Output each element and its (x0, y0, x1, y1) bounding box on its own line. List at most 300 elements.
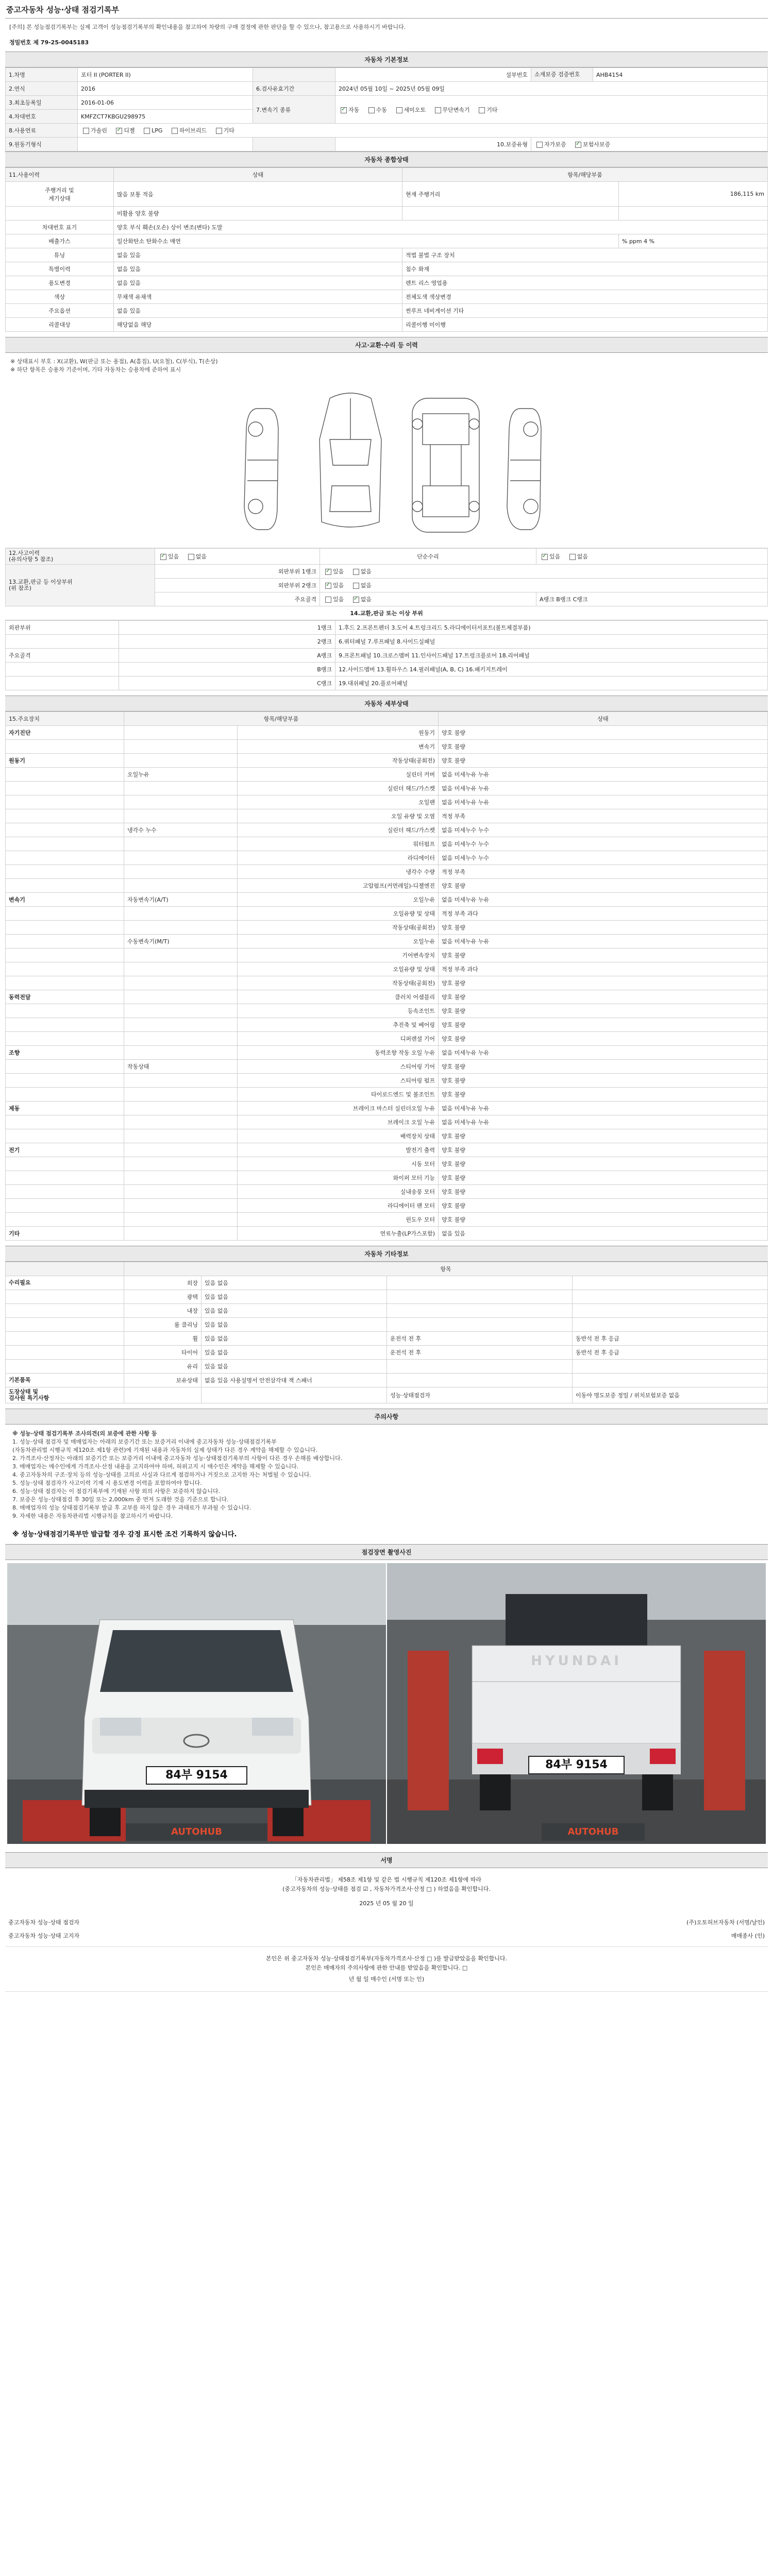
detail-state: 양호 불량 (439, 921, 768, 935)
other-extra (387, 1374, 573, 1387)
checkbox-auto[interactable] (341, 107, 347, 113)
detail-subgroup (124, 726, 238, 740)
detail-row (6, 782, 768, 795)
inspection-photos (5, 1560, 768, 1847)
checkbox-rank1-no[interactable] (353, 569, 359, 575)
detail-state: 적정 부족 (439, 809, 768, 823)
detail-group (6, 809, 124, 823)
detail-subgroup (124, 782, 238, 795)
detail-row (6, 1199, 768, 1213)
general-label-vin-mark: 차대번호 표기 (6, 221, 114, 234)
general-state-options: 없음 있음 (114, 304, 402, 318)
detail-subgroup (124, 1213, 238, 1227)
value-inspector: (주)오토허브자동차 (서명/날인) (686, 1919, 765, 1926)
detail-state: 양호 불량 (439, 754, 768, 768)
detail-group (6, 1074, 124, 1088)
detail-group: 자기진단 (6, 726, 124, 740)
checkbox-hybrid[interactable] (172, 128, 178, 134)
general-label-special: 특별이력 (6, 262, 114, 276)
other-group (6, 1318, 124, 1332)
detail-row (6, 948, 768, 962)
detail-subgroup: 오일누유 (124, 768, 238, 782)
checkbox-cvt[interactable] (435, 107, 441, 113)
detail-state: 양호 불량 (439, 1074, 768, 1088)
vehicle-damage-diagram (5, 378, 768, 548)
value-car-name: 포터 II (PORTER II) (78, 68, 253, 82)
section-accident-history: 사고·교환·수리 등 이력 (5, 337, 768, 353)
general-extra-recall: 리콜이행 미이행 (402, 318, 768, 332)
detail-row (6, 1213, 768, 1227)
detail-item: 시동 모터 (238, 1157, 439, 1171)
accident-table: 12.사고이력 (유의사항 5 참조) ✓ 있음 없음 단순수리 ✓ 있음 없음 13.교환,판금 등 이상부위 (위 참조) 외판부위 1랭크 ✓ 있음 없음 외판부위 2랭크 ✓ 있음 없음 주요골격 있음 ✓ 없음 A랭크 B랭크 C랭크 (5, 548, 768, 606)
transmission-options: ✓ 자동 수동 세미오토 무단변속기 기타 (335, 96, 768, 124)
detail-item: 고압펌프(커먼레일)-디젤엔진 (238, 879, 439, 893)
detail-group (6, 1129, 124, 1143)
detail-item: 스티어링 기어 (238, 1060, 439, 1074)
detail-subgroup (124, 1157, 238, 1171)
detail-item: 실린더 커버 (238, 768, 439, 782)
detail-item: 실린더 헤드/가스켓 (238, 823, 439, 837)
checkbox-frame-no[interactable] (353, 597, 359, 603)
other-group: 도장상태 및 검사원 특기사항 (6, 1387, 124, 1403)
signature-line4: 본인은 매매자의 주의사항에 관한 안내를 받았음을 확인합니다. □ (305, 1964, 468, 1971)
detail-group (6, 782, 124, 795)
label-outer-rank2: 외판부위 2랭크 (155, 579, 320, 592)
section-photos: 점검장면 촬영사진 (5, 1544, 768, 1560)
detail-item: 원동기 (238, 726, 439, 740)
detail-subgroup (124, 1199, 238, 1213)
other-state: 있음 없음 (201, 1290, 387, 1304)
detail-subgroup (124, 1088, 238, 1101)
detail-item: 등속조인트 (238, 1004, 439, 1018)
detail-row (6, 1074, 768, 1088)
general-state-tuning: 없음 있음 (114, 248, 402, 262)
other-state: 있음 없음 (201, 1276, 387, 1290)
checkbox-repair-no[interactable] (569, 554, 576, 560)
detail-subgroup (124, 990, 238, 1004)
detail-item: 오일유량 및 상태 (238, 962, 439, 976)
general-state-usage: 없음 있음 (114, 276, 402, 290)
intro-notice: [주의] 본 성능점검기록부는 실제 고객이 성능점검기록부의 확인내용을 참고하여 차량의 구매 결정에 관한 판단을 할 수 있으나, 참고용으로 사용하시기 바랍니다. (9, 24, 406, 30)
detail-state: 적정 부족 과다 (439, 962, 768, 976)
signature-line2: (중고자동차의 성능·상태를 점검 ☑ , 자동차가격조사·산정 □ ) 하였음을 확인합니다. (282, 1886, 491, 1892)
detail-state: 양호 불량 (439, 1060, 768, 1074)
other-item: 외장 (124, 1276, 201, 1290)
detail-subgroup (124, 1074, 238, 1088)
general-label-recall: 리콜대상 (6, 318, 114, 332)
checkbox-manual[interactable] (368, 107, 375, 113)
detail-row (6, 935, 768, 948)
parts-rank1: 1랭크 (119, 621, 335, 635)
detail-subgroup (124, 1129, 238, 1143)
detail-group (6, 865, 124, 879)
detail-subgroup (124, 1115, 238, 1129)
detail-row (6, 1143, 768, 1157)
detail-subgroup (124, 1018, 238, 1032)
other-item (124, 1387, 201, 1403)
detail-row (6, 768, 768, 782)
other-row (6, 1276, 768, 1290)
other-row (6, 1318, 768, 1332)
detail-row (6, 1018, 768, 1032)
detail-state: 양호 불량 (439, 879, 768, 893)
detail-subgroup (124, 1004, 238, 1018)
detail-row (6, 851, 768, 865)
parts-rank2: 2랭크 (119, 635, 335, 649)
detail-item: 브레이크 마스터 실린더오일 누유 (238, 1101, 439, 1115)
other-group (6, 1346, 124, 1360)
general-state-meter: 미활용 양호 불량 (114, 207, 402, 221)
checkbox-rank2-no[interactable] (353, 583, 359, 589)
checkbox-trans-other[interactable] (479, 107, 485, 113)
notice-line: 2. 가격조사·산정자는 아래의 보증기간 또는 보증거리 이내에 중고자동차 성능·상태점검기록부의 사항이 다른 경우 손해를 배상합니다. (12, 1455, 343, 1462)
rear-truck-brand: HYUNDAI (531, 1653, 622, 1669)
detail-item: 워터펌프 (238, 837, 439, 851)
photo-front (7, 1563, 386, 1844)
detail-subgroup (124, 907, 238, 921)
signature-table (5, 1916, 768, 1942)
parts-group-outer: 외판부위 (6, 621, 119, 635)
value-engine-type (78, 138, 253, 151)
detail-group (6, 1018, 124, 1032)
detail-group (6, 976, 124, 990)
general-label-emission: 배출가스 (6, 234, 114, 248)
other-col-item: 항목 (124, 1262, 768, 1276)
label-serial: 설부번호 (335, 68, 531, 82)
section-other-info: 자동차 기타정보 (5, 1246, 768, 1262)
detail-row (6, 809, 768, 823)
detail-group (6, 1115, 124, 1129)
detail-row (6, 1115, 768, 1129)
detail-item: 스티어링 펌프 (238, 1074, 439, 1088)
detail-group (6, 1157, 124, 1171)
detail-subgroup (124, 740, 238, 754)
checkbox-frame-yes[interactable] (325, 597, 331, 603)
detail-group (6, 1185, 124, 1199)
other-group: 기본품목 (6, 1374, 124, 1387)
other-extra (387, 1276, 573, 1290)
label-transmission: 7.변속기 종류 (253, 96, 335, 124)
detail-subgroup (124, 837, 238, 851)
car-frame-view (412, 398, 479, 532)
notice-line: 4. 중고자동차의 구조·장치 등의 성능·상태를 고의로 사실과 다르게 점검하거나 거짓으로 고지한 자는 처벌될 수 있습니다. (12, 1471, 311, 1478)
label-inspector: 중고자동차 성능·상태 점검자 (8, 1919, 80, 1926)
rear-plate: 84부 9154 (545, 1758, 608, 1771)
parts-rank-c: C랭크 (119, 676, 335, 690)
detail-group (6, 1032, 124, 1046)
detail-row (6, 962, 768, 976)
detail-item: 작동상태(공회전) (238, 754, 439, 768)
detail-subgroup (124, 976, 238, 990)
detail-item: 오일유량 및 상태 (238, 907, 439, 921)
detail-state: 양호 불량 (439, 948, 768, 962)
other-group (6, 1304, 124, 1318)
car-right-side-view (507, 409, 541, 530)
detail-group (6, 1171, 124, 1185)
detail-col-device: 15.주요장치 (6, 712, 124, 726)
detail-group (6, 1004, 124, 1018)
detail-group (6, 795, 124, 809)
parts-items-rank-b: 12.사이드멤버 13.휠하우스 14.필러패널(A, B, C) 16.패키지트레이 (335, 663, 768, 676)
detail-subgroup (124, 1227, 238, 1241)
detail-group (6, 921, 124, 935)
section-general-status: 자동차 종합상태 (5, 151, 768, 167)
detail-row (6, 754, 768, 768)
document-title: 중고자동차 성능·상태 점검기록부 (5, 0, 768, 19)
detail-subgroup (124, 1171, 238, 1185)
accident-legend-symbols: ※ 상태표시 부호 : X(교환), W(판금 또는 용접), A(흠집), U(요철), C(부식), T(손상) (10, 358, 218, 365)
detail-subgroup (124, 1185, 238, 1199)
detail-group (6, 823, 124, 837)
detail-group: 조향 (6, 1046, 124, 1060)
car-left-side-view (244, 409, 278, 530)
detail-subgroup (124, 795, 238, 809)
checkbox-fuel-other[interactable] (216, 128, 222, 134)
detail-item: 라디에이터 팬 모터 (238, 1199, 439, 1213)
parts-rank-a: A랭크 (119, 649, 335, 663)
general-extra-options: 썬루프 네비게이션 기타 (402, 304, 768, 318)
detail-subgroup (124, 865, 238, 879)
general-extra-special: 침수 화재 (402, 262, 768, 276)
notice-line: 3. 매매업자는 매수인에게 가격조사·산정 내용을 고지하여야 하며, 허위고지 시 매수인은 계약을 해제할 수 있습니다. (12, 1463, 299, 1470)
detail-row (6, 837, 768, 851)
detail-state: 양호 불량 (439, 1129, 768, 1143)
general-state-special: 없음 있음 (114, 262, 402, 276)
detail-state: 없음 있음 (439, 1227, 768, 1241)
label-parts-head: 14.교환,판금 또는 이상 부위 (5, 606, 768, 620)
general-value-mileage: 186,115 km (619, 182, 768, 207)
label-outer-rank1: 외판부위 1랭크 (155, 565, 320, 579)
general-state-mileage: 많음 보통 적음 (114, 182, 402, 207)
detail-subgroup (124, 1101, 238, 1115)
front-lift-brand: AUTOHUB (171, 1826, 222, 1837)
detail-state: 양호 불량 (439, 1185, 768, 1199)
detail-item: 브레이크 오일 누유 (238, 1115, 439, 1129)
detail-group (6, 837, 124, 851)
other-row (6, 1387, 768, 1403)
detail-row (6, 921, 768, 935)
general-extra-tuning: 적법 불법 구조 장치 (402, 248, 768, 262)
detail-state: 없음 미세누수 누수 (439, 823, 768, 837)
detail-item: 와이퍼 모터 기능 (238, 1171, 439, 1185)
detail-group (6, 1213, 124, 1227)
other-state: 있음 없음 (201, 1318, 387, 1332)
parts-group-frame: 주요골격 (6, 649, 119, 663)
general-extra-color: 전체도색 색상변경 (402, 290, 768, 304)
other-row (6, 1290, 768, 1304)
detail-item: 클러치 어셈블리 (238, 990, 439, 1004)
detail-state: 없음 미세누수 누수 (439, 837, 768, 851)
other-extra2 (573, 1360, 768, 1374)
general-label-options: 주요옵션 (6, 304, 114, 318)
checkbox-semi-auto[interactable] (396, 107, 402, 113)
general-extra-usage: 렌트 리스 영업용 (402, 276, 768, 290)
label-damage-parts: 13.교환,판금 등 이상부위 (위 참조) (6, 565, 155, 606)
general-label-color: 색상 (6, 290, 114, 304)
detail-row (6, 1101, 768, 1115)
other-group (6, 1332, 124, 1346)
checkbox-accident-yes[interactable] (160, 554, 166, 560)
checkbox-repair-yes[interactable] (542, 554, 548, 560)
label-warranty-type: 10.보증유형 (335, 138, 531, 151)
detail-col-state: 상태 (439, 712, 768, 726)
signature-line3: 본인은 위 중고자동차 성능·상태점검기록부(자동차가격조사·산정 □ )를 발급받았음을 확인합니다. (265, 1955, 508, 1962)
detail-row (6, 1004, 768, 1018)
detail-state: 없음 미세누유 누유 (439, 1101, 768, 1115)
other-state: 있음 없음 (201, 1360, 387, 1374)
detail-group (6, 768, 124, 782)
label-accident-history: 12.사고이력 (유의사항 5 참조) (6, 549, 155, 565)
notice-line: 6. 성능·상태 점검자는 이 점검기록부에 기재된 사항 외의 사항은 보증하지 않습니다. (12, 1488, 221, 1495)
other-row (6, 1360, 768, 1374)
detail-status-table (5, 711, 768, 1241)
notice-line: 7. 보증은 성능·상태점검 후 30일 또는 2,000km 중 먼저 도래한 것을 기준으로 합니다. (12, 1496, 229, 1503)
detail-row (6, 1157, 768, 1171)
detail-row (6, 976, 768, 990)
value-inspection-period: 2024년 05월 10일 ~ 2025년 05월 09일 (335, 82, 768, 96)
car-outline-diagram (5, 378, 768, 548)
certificate-number: 정밀번호 제 79-25-0045183 (9, 39, 89, 46)
other-state: 있음 없음 (201, 1332, 387, 1346)
detail-subgroup (124, 948, 238, 962)
other-extra2: 동반석 전 후 응급 (573, 1332, 768, 1346)
accident-legend-note: ※ 하단 항목은 승용차 기준이며, 기타 자동차는 승용차에 준하여 표시 (10, 366, 181, 373)
detail-subgroup (124, 921, 238, 935)
checkbox-rank2-yes[interactable] (325, 583, 331, 589)
detail-item: 라디에이터 (238, 851, 439, 865)
label-first-reg: 3.최초등록일 (6, 96, 78, 110)
detail-item: 오일 유량 및 오염 (238, 809, 439, 823)
other-extra2 (573, 1374, 768, 1387)
other-extra2: 이동야 명도보증 정밀 / 위치보험보증 없음 (573, 1387, 768, 1403)
detail-state: 없음 미세누유 누유 (439, 1046, 768, 1060)
detail-state: 양호 불량 (439, 1018, 768, 1032)
other-extra2 (573, 1318, 768, 1332)
label-fuel: 8.사용연료 (6, 124, 78, 138)
checkbox-insurer-warranty[interactable] (575, 142, 581, 148)
signature-line1: 「자동차관리법」 제58조 제1항 및 같은 법 시행규칙 제120조 제1항에 따라 (291, 1876, 482, 1883)
parts-items-rank1: 1.후드 2.프론트펜더 3.도어 4.트렁크리드 5.라디에이터서포트(볼트체결부품) (335, 621, 768, 635)
detail-subgroup (124, 962, 238, 976)
section-basic-info: 자동차 기본정보 (5, 52, 768, 67)
other-group (6, 1290, 124, 1304)
general-state-color: 무채색 유채색 (114, 290, 402, 304)
general-extra-mileage: 현재 주행거리 (402, 182, 619, 207)
checkbox-diesel[interactable] (116, 128, 122, 134)
label-car-name: 1.차명 (6, 68, 78, 82)
checkbox-accident-no[interactable] (188, 554, 194, 560)
checkbox-lpg[interactable] (144, 128, 150, 134)
detail-item: 타이로드엔드 및 볼조인트 (238, 1088, 439, 1101)
notice-line: ※ 성능·상태 점검기록부 조사의견(의 보증에 관한 사항 등 (12, 1430, 157, 1437)
basic-info-table: 1.차명 포터 II (PORTER II) 설부번호 소재보증 검증번호 AHB4154 2.연식 2016 6.검사유효기간 2024년 05월 10일 ~ 2025년 05월 09일 3.최초등록일 2016-01-06 7.변속기 종류 ✓ 자동 수동 세미오토 무단변속기 기타 4.차대번호 KMFZCT7KBGU298975 8.사용연료 가솔린 ✓ 디젤 LPG 하이브리드 기타 9.원동기형식 10.보증유형 자가보증 ✓ 보험사보증 (5, 67, 768, 151)
general-state-vin-mark: 양호 부식 훼손(오손) 상이 변조(변타) 도말 (114, 221, 768, 234)
notice-line: 1. 성능·상태 점검자 및 매매업자는 아래의 보증기간 또는 보증거리 이내에 중고자동차 성능·상태점검기록부 (12, 1438, 277, 1445)
detail-state: 없음 미세누유 누유 (439, 893, 768, 907)
general-label-mileage: 주행거리 및 계기상태 (6, 182, 114, 207)
general-state-recall: 해당없음 해당 (114, 318, 402, 332)
label-engine-type: 9.원동기형식 (6, 138, 78, 151)
checkbox-rank1-yes[interactable] (325, 569, 331, 575)
detail-row (6, 823, 768, 837)
other-state (201, 1387, 387, 1403)
other-row (6, 1332, 768, 1346)
other-extra: 운전석 전 후 (387, 1346, 573, 1360)
detail-item: 오일누유 (238, 893, 439, 907)
photo-rear (387, 1563, 766, 1844)
general-label-usage: 용도변경 (6, 276, 114, 290)
detail-row (6, 865, 768, 879)
detail-row (6, 990, 768, 1004)
detail-group (6, 1199, 124, 1213)
detail-subgroup (124, 879, 238, 893)
detail-row (6, 1032, 768, 1046)
other-state: 있음 없음 (201, 1346, 387, 1360)
other-info-table (5, 1262, 768, 1403)
checkbox-gasoline[interactable] (83, 128, 89, 134)
detail-item: 디퍼렌셜 기어 (238, 1032, 439, 1046)
detail-state: 양호 불량 (439, 726, 768, 740)
detail-row (6, 1171, 768, 1185)
detail-state: 양호 불량 (439, 1199, 768, 1213)
detail-subgroup (124, 851, 238, 865)
detail-item: 오일팬 (238, 795, 439, 809)
detail-subgroup: 수동변속기(M/T) (124, 935, 238, 948)
detail-state: 없음 미세누유 누유 (439, 795, 768, 809)
detail-item: 실내송풍 모터 (238, 1185, 439, 1199)
detail-group (6, 1088, 124, 1101)
detail-state: 적정 부족 과다 (439, 907, 768, 921)
detail-subgroup (124, 1046, 238, 1060)
other-item: 내장 (124, 1304, 201, 1318)
other-extra (387, 1318, 573, 1332)
detail-row (6, 1129, 768, 1143)
general-status-table (5, 167, 768, 332)
detail-subgroup (124, 1032, 238, 1046)
parts-items-rank2: 6.쿼터패널 7.루프패널 8.사이드실패널 (335, 635, 768, 649)
detail-item: 배력장치 상태 (238, 1129, 439, 1143)
damage-parts-table (5, 620, 768, 690)
detail-group (6, 907, 124, 921)
signature-line5: 년 월 일 매수인 (서명 또는 인) (348, 1976, 425, 1982)
other-row (6, 1374, 768, 1387)
detail-state: 양호 불량 (439, 1143, 768, 1157)
detail-state: 양호 불량 (439, 990, 768, 1004)
frame-rank-options: A랭크 B랭크 C랭크 (536, 592, 768, 606)
general-label-tuning: 튜닝 (6, 248, 114, 262)
detail-row (6, 1046, 768, 1060)
section-notice: 주의사항 (5, 1409, 768, 1425)
car-top-view (320, 393, 381, 527)
other-extra: 성능·상태점검자 (387, 1387, 573, 1403)
detail-item: 냉각수 수량 (238, 865, 439, 879)
general-col-items: 항목/해당부품 (402, 168, 768, 182)
notice-line: 5. 성능·상태 점검자가 사고이력 기재 시 용도변경 이력을 포함하여야 합니다. (12, 1480, 202, 1486)
label-inspection-period: 6.검사유효기간 (253, 82, 335, 96)
signature-date: 2025 년 05 월 20 일 (359, 1900, 414, 1907)
parts-rank-b: B랭크 (119, 663, 335, 676)
other-extra2 (573, 1276, 768, 1290)
label-main-frame: 주요골격 (155, 592, 320, 606)
detail-row (6, 1227, 768, 1241)
rear-lift-brand: AUTOHUB (567, 1826, 619, 1837)
other-state: 있음 없음 (201, 1304, 387, 1318)
fuel-options: 가솔린 ✓ 디젤 LPG 하이브리드 기타 (78, 124, 768, 138)
detail-group (6, 1060, 124, 1074)
checkbox-self-warranty[interactable] (536, 142, 543, 148)
other-state: 없음 있음 사용설명서 안전삼각대 잭 스패너 (201, 1374, 387, 1387)
detail-row (6, 1088, 768, 1101)
